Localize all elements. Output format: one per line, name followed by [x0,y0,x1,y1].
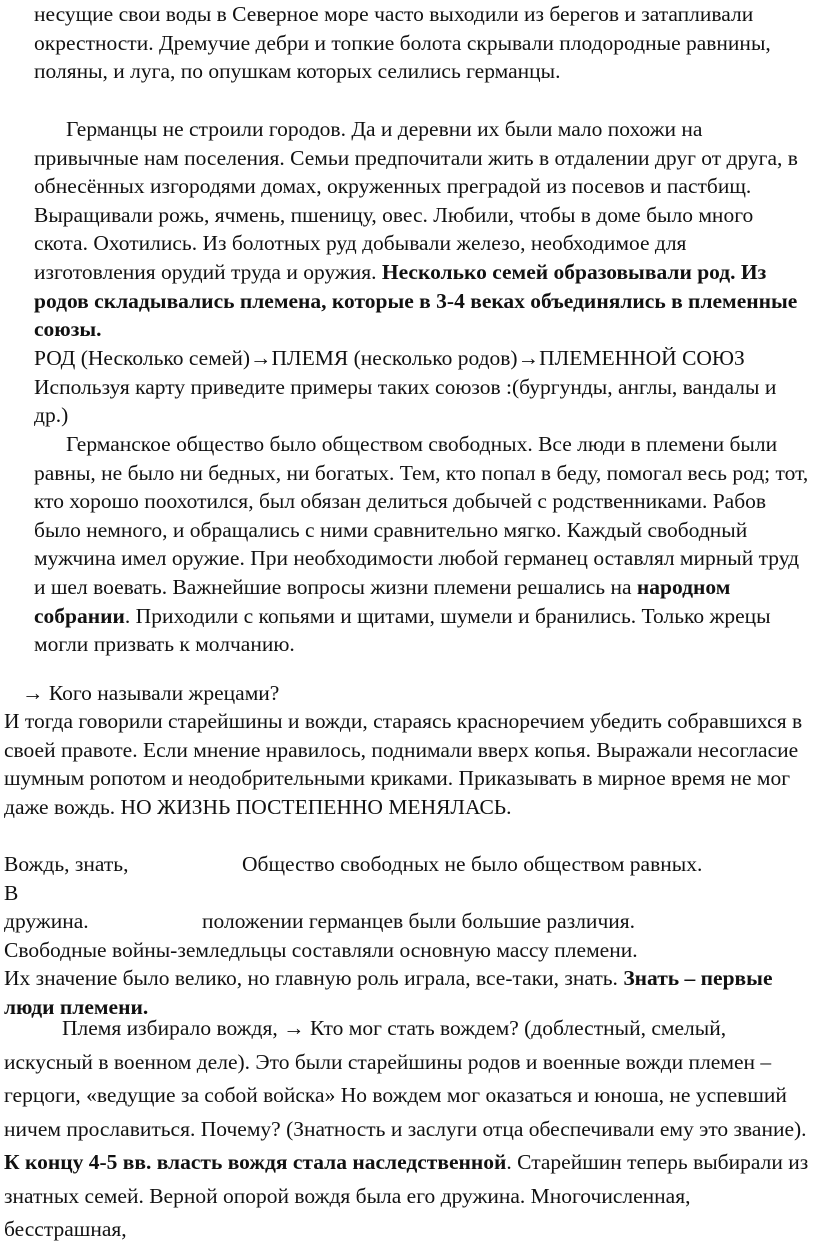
paragraph-tribe-scheme: РОД (Несколько семей)→ПЛЕМЯ (несколько родов)→ПЛЕМЕННОЙ СОЮЗ Используя карту приведите примеры таких союзов :(бургунды, англы, вандалы и др.) [34,346,777,428]
inequality-line-4: Свободные войны-земледльцы составляли основную массу племени. [4,937,638,962]
settlements-bold: Несколько семей образовывали род. Из родов складывались племена, которые в 3-4 веках объединялись в племенные союзы. [34,259,798,342]
paragraph-rivers: несущие свои воды в Северное море часто выходили из берегов и затапливали окрестности. Дремучие дебри и топкие болота скрывали плодородные равнины, поляны, и луга, по опушкам которых селились германцы. [34,2,771,84]
inequality-line-5: Их значение было велико, но главную роль играла, все-таки, знать. [4,966,618,991]
inequality-left-3: дружина. [4,909,89,934]
inequality-right-3: положении германцев были большие различия. [202,909,636,934]
leader-after: . Старейшин теперь выбирали из знатных семей. Верной опорой вождя была его дружина. Многочисленная, бесстрашная, [4,1150,809,1241]
leader-bold: К концу 4-5 вв. власть вождя стала наследственной [4,1150,507,1174]
settlements-text: Германцы не строили городов. Да и деревни их были мало похожи на привычные нам поселения. Семьи предпочитали жить в отдалении друг от друга, в обнесённых изгородями домах, окруженных преградой из посевов и пастбищ. Выращивали рожь, ячмень, пшеницу, овес. Любили, чтобы в доме было много скота. Охотились. Из болотных руд добывали железо, необходимое для изготовления орудий труда и оружия. [34,117,798,284]
free-society-bold: народном собрании [34,574,731,628]
free-society-after: . Приходили с копьями и щитами, шумели и бранились. Только жрецы могли призвать к молчанию. [34,603,771,657]
free-society-text: Германское общество было обществом свободных. Все люди в племени были равны, не было ни бедных, ни богатых. Тем, кто попал в беду, помогал весь род; тот, кто хорошо поохотился, был обязан делиться добычей с родственниками. Рабов было немного, и обращались с ними сравнительно мягко. Каждый свободный мужчина имел оружие. При необходимости любой германец оставлял мирный труд и шел воевать. Важнейшие вопросы жизни племени решались на [34,432,809,599]
section-inequality [4,850,812,1022]
paragraph-elders: И тогда говорили старейшины и вожди, стараясь красноречием убедить собравшихся в своей правоте. Если мнение нравилось, поднимали вверх копья. Выражали несогласие шумным ропотом и неодобрительными криками. Приказывать в мирное время не мог даже вождь. НО ЖИЗНЬ ПОСТЕПЕННО МЕНЯЛАСЬ. [4,709,803,819]
question-priests: → Кого называли жрецами? [22,681,280,705]
inequality-line-1 [4,850,812,879]
inequality-bold: Знать – первые люди племени. [4,966,773,1019]
paragraph-leader [4,1012,812,1247]
paragraph-free-society [34,430,812,659]
inequality-left-2: В [4,880,19,905]
leader-text: Племя избирало вождя, → Кто мог стать вождем? (доблестный, смелый, искусный в военном деле). Это были старейшины родов и военные вожди племен – герцоги, «ведущие за собой войска» Но вождем мог оказаться и юноша, не успевший ничем прославиться. Почему? (Знатность и заслуги отца обеспечивали ему это звание). [4,1016,807,1141]
inequality-line-3 [4,907,812,936]
paragraph-settlements [34,115,812,344]
inequality-left-1: Вождь, знать, [4,852,129,876]
inequality-right-1: Общество свободных не было обществом равных. [242,852,703,876]
